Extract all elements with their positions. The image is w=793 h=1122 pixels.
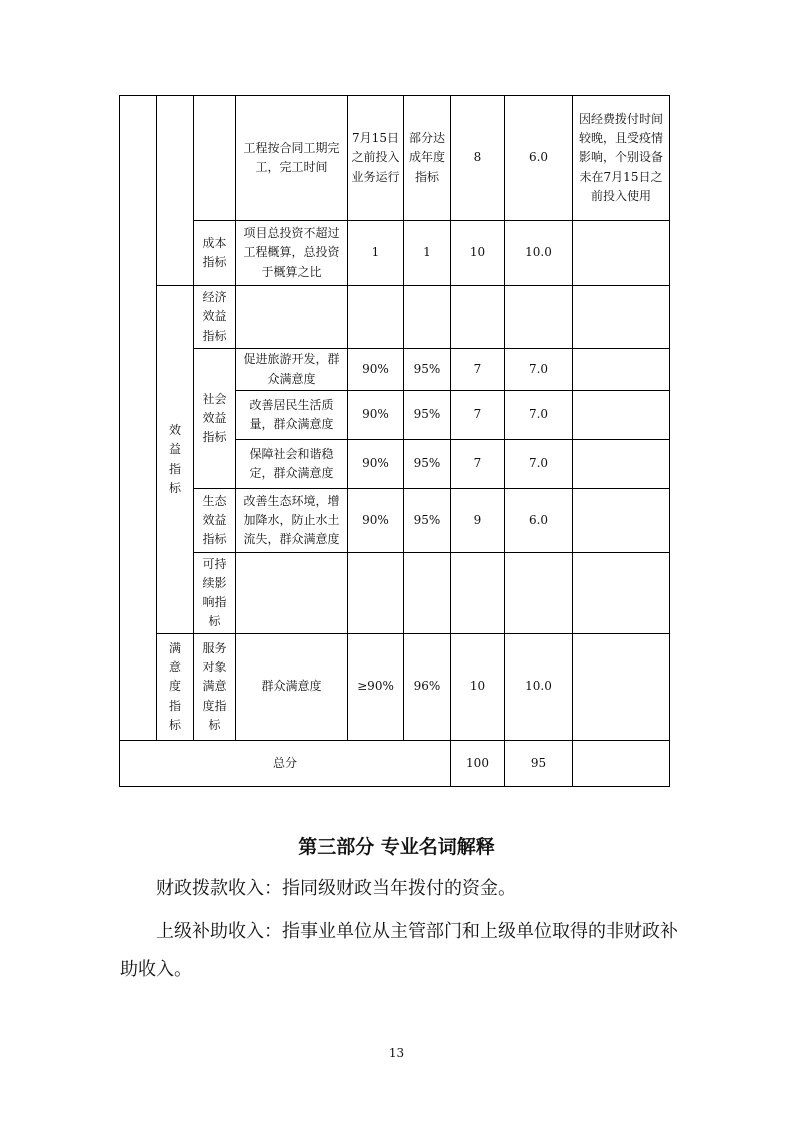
ecological-subcategory: 生态效益指标 bbox=[193, 488, 236, 553]
satisfaction-note bbox=[572, 633, 670, 741]
row1-target: 7月15日之前投入业务运行 bbox=[347, 95, 404, 221]
social-row3-target: 90% bbox=[347, 439, 404, 489]
social-subcategory: 社会效益指标 bbox=[193, 348, 236, 489]
social-row3-weight: 7 bbox=[450, 439, 505, 489]
economic-subcategory: 经济效益指标 bbox=[193, 285, 236, 349]
sustainable-weight bbox=[450, 552, 505, 634]
benefit-category: 效益指标 bbox=[156, 285, 194, 634]
section-heading: 第三部分 专业名词解释 bbox=[298, 836, 495, 858]
economic-note bbox=[572, 285, 670, 349]
social-row2-target: 90% bbox=[347, 390, 404, 440]
row1-weight: 8 bbox=[450, 95, 505, 221]
satisfaction-target: ≥90% bbox=[347, 633, 404, 741]
satisfaction-category: 满意度指标 bbox=[156, 633, 194, 741]
ecological-note bbox=[572, 488, 670, 553]
sustainable-target bbox=[347, 552, 404, 634]
satisfaction-actual: 96% bbox=[403, 633, 451, 741]
ecological-weight: 9 bbox=[450, 488, 505, 553]
economic-actual bbox=[403, 285, 451, 349]
row1-indicator: 工程按合同工期完工，完工时间 bbox=[235, 95, 348, 221]
economic-score bbox=[504, 285, 573, 349]
social-row2-note bbox=[572, 390, 670, 440]
definition-fiscal-appropriation: 财政拨款收入：指同级财政当年拨付的资金。 bbox=[156, 878, 516, 899]
social-row1-note bbox=[572, 348, 670, 391]
social-row3-note bbox=[572, 439, 670, 489]
sustainable-actual bbox=[403, 552, 451, 634]
economic-weight bbox=[450, 285, 505, 349]
social-row3-actual: 95% bbox=[403, 439, 451, 489]
economic-target bbox=[347, 285, 404, 349]
social-row2-actual: 95% bbox=[403, 390, 451, 440]
sustainable-note bbox=[572, 552, 670, 634]
satisfaction-weight: 10 bbox=[450, 633, 505, 741]
social-row1-target: 90% bbox=[347, 348, 404, 391]
total-score: 95 bbox=[504, 740, 573, 787]
ecological-actual: 95% bbox=[403, 488, 451, 553]
cost-score: 10.0 bbox=[504, 220, 573, 286]
page-number: 13 bbox=[388, 1046, 405, 1060]
satisfaction-indicator: 群众满意度 bbox=[235, 633, 348, 741]
social-row2-score: 7.0 bbox=[504, 390, 573, 440]
sustainable-indicator bbox=[235, 552, 348, 634]
col0-continuation bbox=[119, 95, 157, 741]
ecological-target: 90% bbox=[347, 488, 404, 553]
timeliness-subcategory-continuation bbox=[193, 95, 236, 221]
ecological-indicator: 改善生态环境，增加降水，防止水土流失，群众满意度 bbox=[235, 488, 348, 553]
cost-indicator: 项目总投资不超过工程概算，总投资于概算之比 bbox=[235, 220, 348, 286]
economic-indicator bbox=[235, 285, 348, 349]
cost-note bbox=[572, 220, 670, 286]
definition-superior-subsidy: 上级补助收入：指事业单位从主管部门和上级单位取得的非财政补助收入。 bbox=[120, 921, 678, 980]
cost-weight: 10 bbox=[450, 220, 505, 286]
ecological-score: 6.0 bbox=[504, 488, 573, 553]
social-row1-actual: 95% bbox=[403, 348, 451, 391]
row1-actual: 部分达成年度指标 bbox=[403, 95, 451, 221]
social-row3-indicator: 保障社会和谐稳定，群众满意度 bbox=[235, 439, 348, 489]
sustainable-subcategory: 可持续影响指标 bbox=[193, 552, 236, 634]
social-row1-score: 7.0 bbox=[504, 348, 573, 391]
satisfaction-score: 10.0 bbox=[504, 633, 573, 741]
social-row1-weight: 7 bbox=[450, 348, 505, 391]
satisfaction-subcategory: 服务对象满意度指标 bbox=[193, 633, 236, 741]
sustainable-score bbox=[504, 552, 573, 634]
row1-score: 6.0 bbox=[504, 95, 573, 221]
social-row2-indicator: 改善居民生活质量，群众满意度 bbox=[235, 390, 348, 440]
cost-subcategory: 成本指标 bbox=[193, 220, 236, 286]
total-note bbox=[572, 740, 670, 787]
cost-target: 1 bbox=[347, 220, 404, 286]
total-weight: 100 bbox=[450, 740, 505, 787]
output-category-continuation bbox=[156, 95, 194, 286]
social-row2-weight: 7 bbox=[450, 390, 505, 440]
total-label: 总分 bbox=[119, 740, 451, 787]
social-row1-indicator: 促进旅游开发，群众满意度 bbox=[235, 348, 348, 391]
social-row3-score: 7.0 bbox=[504, 439, 573, 489]
row1-note: 因经费拨付时间较晚，且受疫情影响，个别设备未在7月15日之前投入使用 bbox=[572, 95, 670, 221]
cost-actual: 1 bbox=[403, 220, 451, 286]
